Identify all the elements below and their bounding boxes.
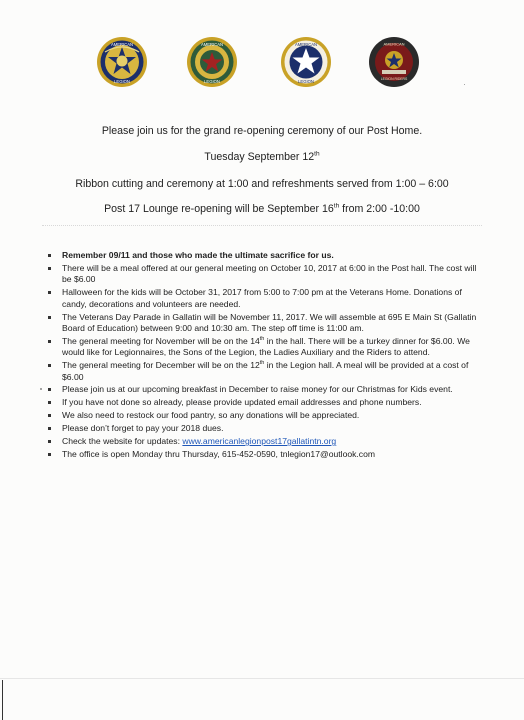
sons-of-the-legion-emblem xyxy=(280,36,332,88)
bullet-text xyxy=(62,336,470,357)
ordinal-suffix: th xyxy=(259,335,265,342)
grand-reopening-line: Please join us for the grand re-opening ceremony of our Post Home. xyxy=(101,125,423,137)
bullet-text: Please don’t forget to pay your 2018 dues. xyxy=(62,423,224,434)
bullet-text: We also need to restock our food pantry, so any donations will be appreciated. xyxy=(62,410,360,421)
list-item xyxy=(48,449,488,460)
lounge-text-a: Post 17 Lounge re-opening will be September 16 xyxy=(104,203,334,215)
bullet-text: Halloween for the kids will be October 31, 2017 from 5:00 to 7:00 pm at the Veterans Home. Donations of candy, decorations and volunteers are needed. xyxy=(62,287,462,309)
ordinal-suffix: th xyxy=(314,150,320,158)
bullet-icon xyxy=(48,414,51,417)
page-edge-line xyxy=(0,678,524,679)
list-item xyxy=(48,436,488,447)
news-bullet-list xyxy=(48,250,488,462)
emblem-banner-text: AMERICAN xyxy=(200,42,224,47)
bullet-icon xyxy=(48,316,51,319)
ordinal-suffix: th xyxy=(333,202,340,210)
emblem-lower-text: LEGION xyxy=(114,79,130,84)
bullet-icon xyxy=(48,364,51,367)
emblem-banner-text: AMERICAN xyxy=(294,42,318,47)
bullet-text-part: The general meeting for December will be on the 12 xyxy=(62,360,260,371)
list-item xyxy=(48,336,488,359)
list-item xyxy=(48,397,488,408)
american-legion-emblem xyxy=(96,36,148,88)
ceremony-date-line xyxy=(0,151,524,163)
list-item xyxy=(48,312,488,335)
fold-line-divider xyxy=(42,225,482,226)
bullet-icon xyxy=(48,388,51,391)
bullet-icon xyxy=(48,267,51,270)
list-item xyxy=(48,263,488,286)
bullet-text-part: The general meeting for November will be on the 14 xyxy=(62,335,260,346)
scan-edge-mark xyxy=(2,680,3,720)
bullet-text: There will be a meal offered at our general meeting on October 10, 2017 at 6:00 in the Post hall. The cost will be $6.00 xyxy=(62,262,477,285)
bullet-text: The office is open Monday thru Thursday, 615-452-0590, tnlegion17@outlook.com xyxy=(62,449,376,459)
american-legion-auxiliary-emblem xyxy=(186,36,238,88)
list-item xyxy=(48,287,488,310)
emblem-banner-text: AMERICAN xyxy=(383,41,405,47)
emblem-lower-text: LEGION RIDERS xyxy=(380,77,408,81)
scan-speck xyxy=(40,388,42,390)
bullet-text-part: in the hall. There will be a turkey dinner for $6.00. We would like for Legionnaires, the Sons of the Legion, the Ladies Auxiliary and the Riders to attend. xyxy=(62,335,470,358)
emblem-row xyxy=(0,36,524,96)
legion-riders-emblem xyxy=(368,36,420,88)
emblem-lower-text: LEGION xyxy=(204,79,220,84)
bullet-text: Remember 09/11 and those who made the ultimate sacrifice for us. xyxy=(62,250,334,260)
scan-speck xyxy=(464,84,465,85)
emblem-lower-text: LEGION xyxy=(298,79,314,84)
bullet-icon xyxy=(48,340,51,343)
ceremony-date: Tuesday September 12 xyxy=(204,151,315,163)
bullet-text xyxy=(62,436,336,446)
list-item xyxy=(48,384,488,395)
website-link[interactable]: www.americanlegionpost17gallatintn.org xyxy=(182,436,337,447)
lounge-reopening-line xyxy=(0,203,524,215)
bullet-icon xyxy=(48,440,51,443)
list-item xyxy=(48,423,488,434)
ribbon-cutting-line: Ribbon cutting and ceremony at 1:00 and refreshments served from 1:00 – 6:00 xyxy=(75,178,449,190)
list-item xyxy=(48,250,488,261)
bullet-text: If you have not done so already, please provide updated email addresses and phone numbers. xyxy=(62,397,422,408)
bullet-icon xyxy=(48,291,51,294)
bullet-text-part: in the Legion hall. A meal will be provided at a cost of $6.00 xyxy=(62,360,469,382)
bullet-icon xyxy=(48,453,51,456)
bullet-icon xyxy=(48,401,51,404)
bullet-text xyxy=(62,360,468,381)
lounge-text-b: from 2:00 -10:00 xyxy=(339,203,420,215)
ordinal-suffix: th xyxy=(259,360,265,367)
bullet-text: The Veterans Day Parade in Gallatin will be November 11, 2017. We will assemble at 695 E Main St (Gallatin Board of Education) between 9:00 and 10:30 am. The step off time is 11:00 am. xyxy=(62,311,477,333)
bullet-icon xyxy=(48,254,51,257)
bullet-text-part: Check the website for updates: xyxy=(62,436,183,447)
list-item xyxy=(48,360,488,383)
bullet-text: Please join us at our upcoming breakfast in December to raise money for our Christmas for Kids event. xyxy=(62,384,453,395)
bullet-icon xyxy=(48,427,51,430)
list-item xyxy=(48,410,488,421)
emblem-banner-text: AMERICAN xyxy=(110,42,134,47)
